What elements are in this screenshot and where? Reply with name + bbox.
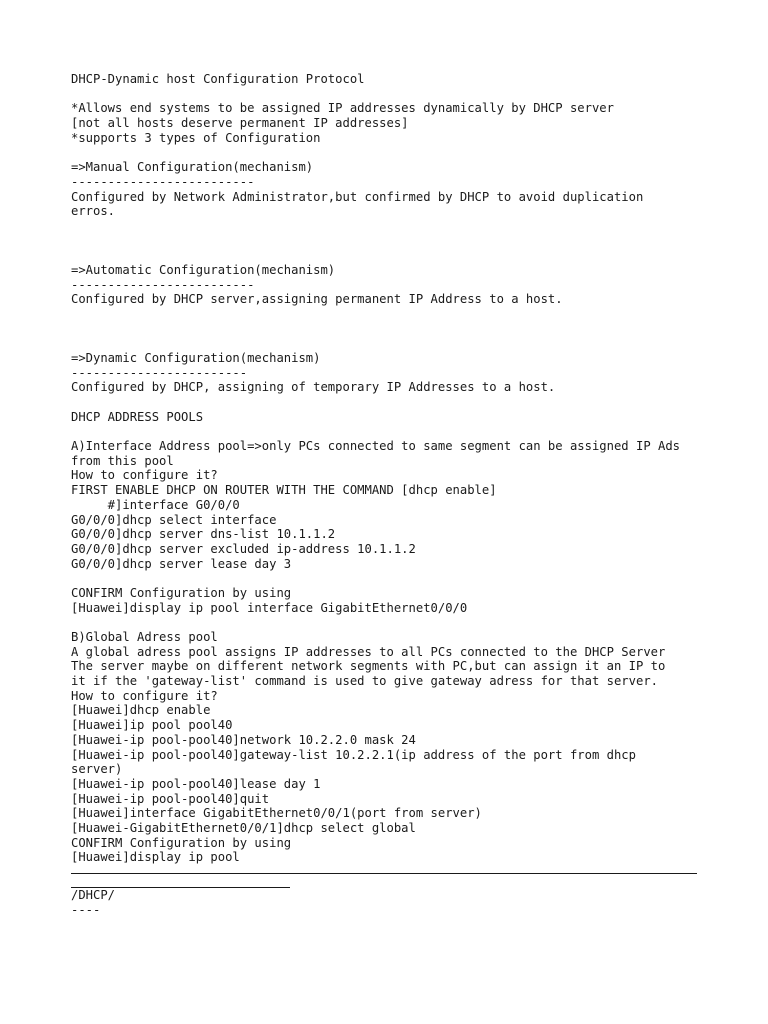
interface-pool-confirm-command: [Huawei]display ip pool interface GigabitEthernet0/0/0 xyxy=(71,600,468,615)
global-pool-line: How to configure it? xyxy=(71,688,218,703)
global-pool-command: server) xyxy=(71,762,123,777)
global-pool-command: [Huawei]ip pool pool40 xyxy=(71,718,233,733)
automatic-line: Configured by DHCP server,assigning permanent IP Address to a host. xyxy=(71,292,563,307)
manual-line: Configured by Network Administrator,but confirmed by DHCP to avoid duplication xyxy=(71,189,644,204)
manual-line: erros. xyxy=(71,204,116,219)
global-pool-line: A global adress pool assigns IP addresses to all PCs connected to the DHCP Server xyxy=(71,644,666,659)
interface-pool-command: G0/0/0]dhcp select interface xyxy=(71,512,277,527)
dynamic-line: Configured by DHCP, assigning of temporary IP Addresses to a host. xyxy=(71,380,556,395)
global-pool-command: [Huawei-ip pool-pool40]gateway-list 10.2.2.1(ip address of the port from dhcp xyxy=(71,747,636,762)
interface-pool-line: FIRST ENABLE DHCP ON ROUTER WITH THE COMMAND [dhcp enable] xyxy=(71,483,497,498)
global-pool-confirm: CONFIRM Configuration by using xyxy=(71,835,292,850)
global-pool-command: [Huawei-ip pool-pool40]lease day 1 xyxy=(71,776,321,791)
global-pool-command: [Huawei]interface GigabitEthernet0/0/1(port from server) xyxy=(71,806,482,821)
spacer xyxy=(71,395,711,410)
interface-pool-command: G0/0/0]dhcp server dns-list 10.1.1.2 xyxy=(71,527,336,542)
global-pool-line: The server maybe on different network segments with PC,but can assign it an IP to xyxy=(71,659,666,674)
pools-heading: DHCP ADDRESS POOLS xyxy=(71,409,204,424)
footer-rule: ---- xyxy=(71,902,101,917)
interface-pool-line: A)Interface Address pool=>only PCs connected to same segment can be assigned IP Ads xyxy=(71,439,681,454)
intro-line: *supports 3 types of Configuration xyxy=(71,130,321,145)
interface-pool-line: from this pool xyxy=(71,453,174,468)
manual-heading: =>Manual Configuration(mechanism) xyxy=(71,160,314,175)
horizontal-rule xyxy=(71,873,697,874)
spacer xyxy=(71,145,711,160)
spacer xyxy=(71,219,711,263)
global-pool-confirm-command: [Huawei]display ip pool xyxy=(71,850,240,865)
document-title: DHCP-Dynamic host Configuration Protocol xyxy=(71,72,365,86)
dynamic-rule: ------------------------ xyxy=(71,365,248,380)
automatic-rule: ------------------------- xyxy=(71,277,255,292)
automatic-heading: =>Automatic Configuration(mechanism) xyxy=(71,262,336,277)
interface-pool-command: G0/0/0]dhcp server lease day 3 xyxy=(71,556,292,571)
document-body xyxy=(71,72,711,917)
spacer xyxy=(71,87,711,102)
global-pool-command: [Huawei-GigabitEthernet0/0/1]dhcp select global xyxy=(71,820,416,835)
manual-rule: ------------------------- xyxy=(71,174,255,189)
interface-pool-line: How to configure it? xyxy=(71,468,218,483)
interface-pool-command: #]interface G0/0/0 xyxy=(71,497,240,512)
intro-line: *Allows end systems to be assigned IP addresses dynamically by DHCP server xyxy=(71,101,614,116)
global-pool-command: [Huawei]dhcp enable xyxy=(71,703,211,718)
dynamic-heading: =>Dynamic Configuration(mechanism) xyxy=(71,350,321,365)
footer-path: /DHCP/ xyxy=(71,888,116,902)
global-pool-line: B)Global Adress pool xyxy=(71,630,218,644)
spacer xyxy=(71,571,711,586)
intro-line: [not all hosts deserve permanent IP addresses] xyxy=(71,116,409,131)
spacer xyxy=(71,615,711,630)
global-pool-command: [Huawei-ip pool-pool40]network 10.2.2.0 mask 24 xyxy=(71,732,416,747)
spacer xyxy=(71,424,711,439)
global-pool-line: it if the 'gateway-list' command is used to give gateway adress for that server. xyxy=(71,674,658,689)
interface-pool-confirm: CONFIRM Configuration by using xyxy=(71,585,292,600)
spacer xyxy=(71,307,711,351)
interface-pool-command: G0/0/0]dhcp server excluded ip-address 10.1.1.2 xyxy=(71,541,416,556)
global-pool-command: [Huawei-ip pool-pool40]quit xyxy=(71,791,270,806)
